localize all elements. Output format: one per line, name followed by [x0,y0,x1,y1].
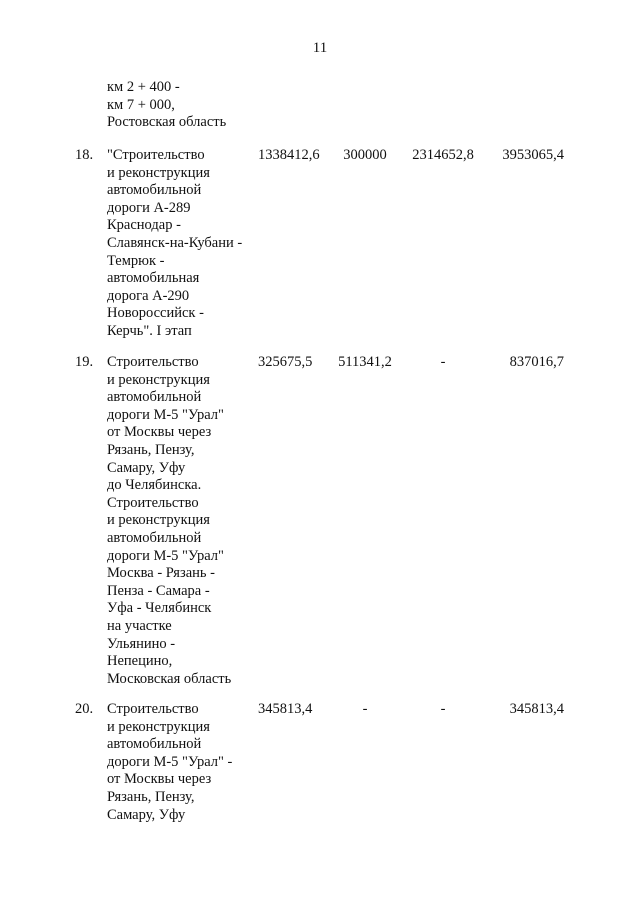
row-description: Строительство и реконструкция автомобильной дороги М-5 "Урал" от Москвы через Рязань, Пензу, Самару, Уфу до Челябинска. Строительство и реконструкция автомобильной дороги М-5 "Урал" Москва - Рязань - Пенза - Самара - Уфа - Челябинск на участке Ульянино - Непецино, Московская область [107,354,232,687]
value-col-1: 325675,5 [258,354,313,370]
value-col-2: 511341,2 [338,354,392,370]
row-description: км 2 + 400 - км 7 + 000, Ростовская область [107,79,227,131]
value-col-3: 2314652,8 [412,147,474,163]
row-description: "Строительство и реконструкция автомобильной дороги А-289 Краснодар - Славянск-на-Кубани - Темрюк - автомобильная дорога А-290 Новороссийск - Керчь". I этап [107,147,243,339]
value-col-2: - [362,701,368,717]
row-number: 20. [75,701,94,717]
value-col-2: 300000 [343,147,387,163]
row-number: 19. [75,354,94,370]
row-number: 18. [75,147,94,163]
value-col-1: 1338412,6 [258,147,320,163]
value-col-total: 837016,7 [509,354,564,370]
value-col-3: - [440,354,446,370]
value-col-total: 345813,4 [509,701,564,717]
value-col-3: - [440,701,446,717]
value-col-1: 345813,4 [258,701,313,717]
row-description: Строительство и реконструкция автомобильной дороги М-5 "Урал" - от Москвы через Рязань, Пензу, Самару, Уфу [107,701,233,823]
page-number: 11 [312,40,328,56]
value-col-total: 3953065,4 [502,147,564,163]
